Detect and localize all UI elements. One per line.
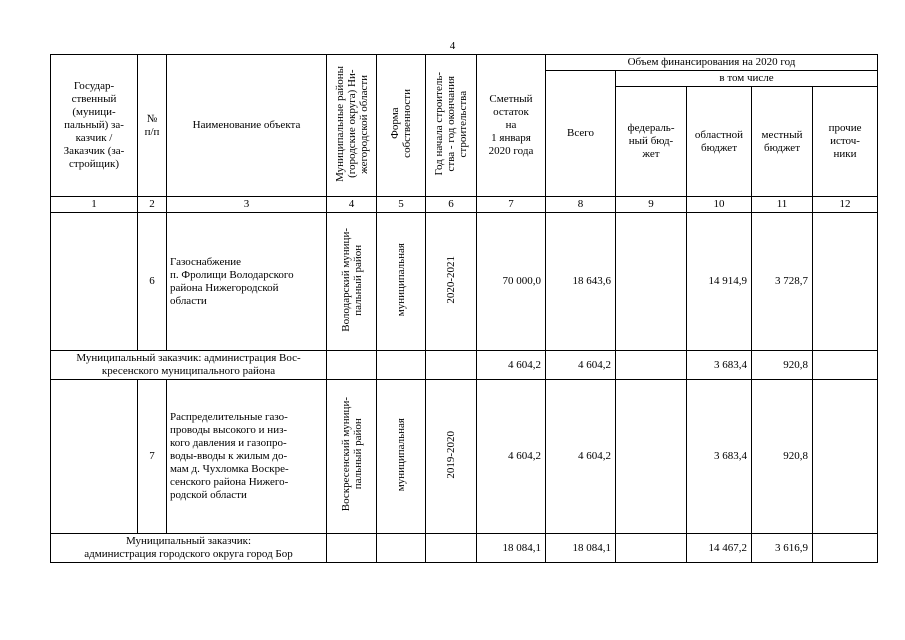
total: 18 643,6: [546, 213, 616, 351]
local: 3 616,9: [752, 534, 813, 563]
other: [813, 351, 878, 380]
header-years: Год начала строитель- ства - год окончания строительства: [433, 71, 469, 176]
col-num-5: 5: [377, 197, 426, 213]
table-row: [51, 380, 878, 534]
ownership: муниципальная: [395, 417, 407, 492]
total: 18 084,1: [546, 534, 616, 563]
federal: [616, 351, 687, 380]
header-estimate: Сметный остаток на 1 января 2020 года: [477, 55, 546, 197]
col-num-11: 11: [752, 197, 813, 213]
page-number: 4: [449, 40, 456, 52]
row-number: 6: [138, 213, 167, 351]
header-ownership: Форма собственности: [389, 89, 413, 158]
federal: [616, 380, 687, 534]
district: Воскресенский муници- пальный район: [339, 397, 364, 512]
federal: [616, 213, 687, 351]
col-num-8: 8: [546, 197, 616, 213]
header-federal: федераль- ный бюд- жет: [616, 87, 687, 197]
federal: [616, 534, 687, 563]
header-including: в том числе: [616, 71, 878, 87]
years: 2020-2021: [445, 255, 457, 304]
customer-label: Муниципальный заказчик: администрация Вос- кресенского муниципального района: [51, 351, 327, 380]
col-num-2: 2: [138, 197, 167, 213]
table-row: [51, 213, 878, 351]
customer-label: Муниципальный заказчик: администрация городского округа город Бор: [51, 534, 327, 563]
customer-row: [51, 534, 878, 563]
header-funding-group: Объем финансирования на 2020 год: [546, 55, 878, 71]
local: 920,8: [752, 380, 813, 534]
col-num-3: 3: [167, 197, 327, 213]
estimate: 4 604,2: [477, 380, 546, 534]
object-name: Распределительные газо- проводы высокого и низ- кого давления и газопро- воды-вводы к жилым до- мам д. Чухломка Воскре- сенского района Нижего- родской области: [167, 380, 327, 534]
estimate: 18 084,1: [477, 534, 546, 563]
local: 920,8: [752, 351, 813, 380]
header-object-name: Наименование объекта: [167, 55, 327, 197]
estimate: 70 000,0: [477, 213, 546, 351]
header-number: № п/п: [138, 55, 167, 197]
other: [813, 534, 878, 563]
local: 3 728,7: [752, 213, 813, 351]
regional: 14 467,2: [687, 534, 752, 563]
row-number: 7: [138, 380, 167, 534]
col-num-4: 4: [327, 197, 377, 213]
regional: 14 914,9: [687, 213, 752, 351]
header-regional: областной бюджет: [687, 87, 752, 197]
header-customer: Государ- ственный (муници- пальный) за- казчик / Заказчик (за- стройщик): [51, 55, 138, 197]
col-num-9: 9: [616, 197, 687, 213]
column-numbers-row: [51, 197, 878, 213]
col-num-7: 7: [477, 197, 546, 213]
regional: 3 683,4: [687, 351, 752, 380]
col-num-12: 12: [813, 197, 878, 213]
col-num-1: 1: [51, 197, 138, 213]
col-num-10: 10: [687, 197, 752, 213]
other: [813, 213, 878, 351]
years: 2019-2020: [445, 430, 457, 479]
col-num-6: 6: [426, 197, 477, 213]
header-total: Всего: [546, 71, 616, 197]
total: 4 604,2: [546, 380, 616, 534]
header-other: прочие источ- ники: [813, 87, 878, 197]
total: 4 604,2: [546, 351, 616, 380]
object-name: Газоснабжение п. Фролищи Володарского района Нижегородской области: [167, 213, 327, 351]
header-local: местный бюджет: [752, 87, 813, 197]
estimate: 4 604,2: [477, 351, 546, 380]
ownership: муниципальная: [395, 242, 407, 317]
other: [813, 380, 878, 534]
financing-table: [50, 54, 878, 563]
customer-row: [51, 351, 878, 380]
regional: 3 683,4: [687, 380, 752, 534]
header-row-1: [51, 55, 878, 71]
header-districts: Муниципальные районы (городские округа) Ни- жегородской области: [333, 65, 370, 182]
district: Володарский муници- пальный район: [339, 227, 364, 332]
